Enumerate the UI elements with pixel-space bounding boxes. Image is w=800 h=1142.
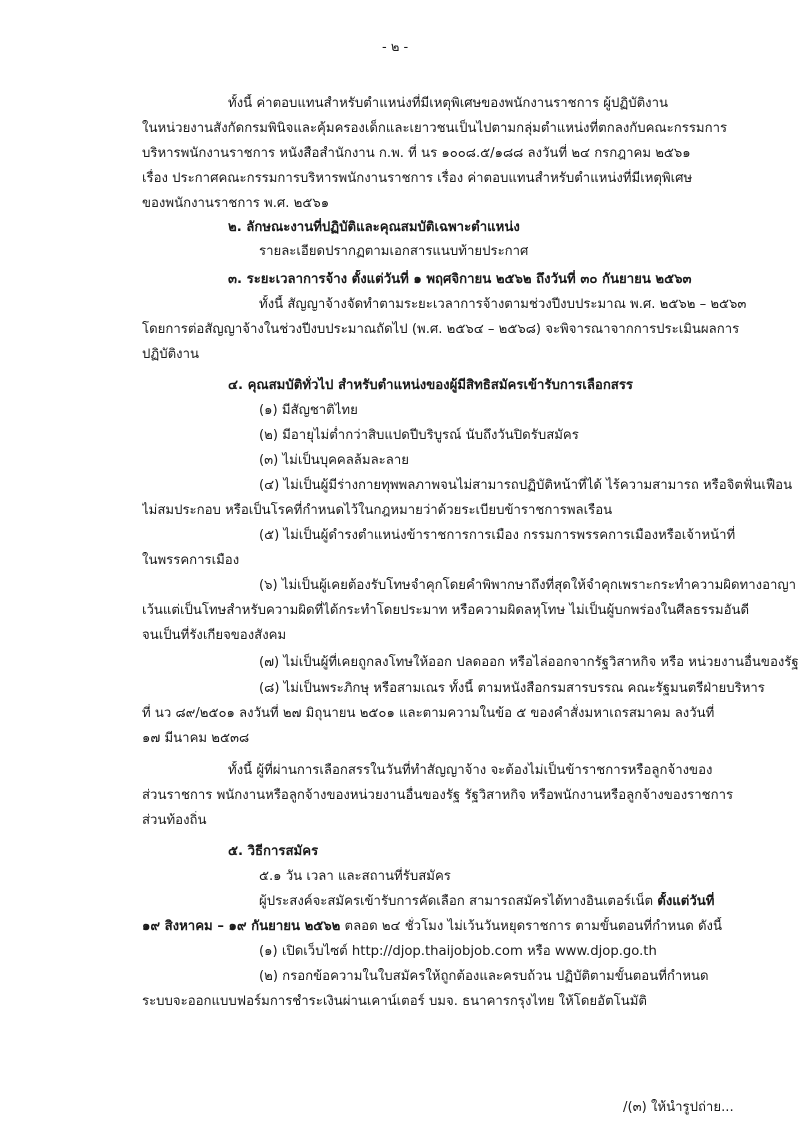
paragraph-line: บริหารพนักงานราชการ หนังสือสำนักงาน ก.พ. ที่ นร ๑๐๐๘.๕/๑๘๘ ลงวันที่ ๒๔ กรกฎาคม ๒๕๖๑ [142,146,691,161]
list-item: (๕) ไม่เป็นผู้ดำรงตำแหน่งข้าราชการการเมือง กรรมการพรรคการเมืองหรือเจ้าหน้าที่ [259,528,736,543]
paragraph-line: ส่วนท้องถิ่น [142,813,207,828]
paragraph-line: ในหน่วยงานสังกัดกรมพินิจและคุ้มครองเด็กและเยาวชนเป็นไปตามกลุ่มตำแหน่งที่ตกลงกับคณะกรรมการ [142,121,728,136]
list-item-continued: จนเป็นที่รังเกียจของสังคม [142,628,287,643]
list-item: (๔) ไม่เป็นผู้มีร่างกายทุพพลภาพจนไม่สามารถปฏิบัติหน้าที่ได้ ไร้ความสามารถ หรือจิตฟั่นเฟือน [259,478,793,493]
paragraph-line [142,917,722,937]
list-item: (๖) ไม่เป็นผู้เคยต้องรับโทษจำคุกโดยคำพิพากษาถึงที่สุดให้จำคุกเพราะกระทำความผิดทางอาญา [259,578,797,593]
date-range-text: ตั้งแต่วันที่ [657,894,715,909]
list-item: (๑) มีสัญชาติไทย [259,403,358,418]
list-item-continued: ที่ นว ๘๙/๒๕๐๑ ลงวันที่ ๒๗ มิถุนายน ๒๕๐๑ และตามความในข้อ ๕ ของคำสั่งมหาเถรสมาคม ลงวันที่ [142,706,715,721]
subsection-heading: ๕.๑ วัน เวลา และสถานที่รับสมัคร [259,869,451,884]
paragraph-line: ทั้งนี้ ค่าตอบแทนสำหรับตำแหน่งที่มีเหตุพิเศษของพนักงานราชการ ผู้ปฏิบัติงาน [228,96,669,111]
paragraph-text: ตลอด ๒๔ ชั่วโมง ไม่เว้นวันหยุดราชการ ตามขั้นตอนที่กำหนด ดังนี้ [340,919,722,934]
list-item: (๘) ไม่เป็นพระภิกษุ หรือสามเณร ทั้งนี้ ตามหนังสือกรมสารบรรณ คณะรัฐมนตรีฝ่ายบริหาร [259,681,765,696]
list-item: (๒) กรอกข้อความในใบสมัครให้ถูกต้องและครบถ้วน ปฏิบัติตามขั้นตอนที่กำหนด [259,969,709,984]
paragraph-line: เรื่อง ประกาศคณะกรรมการบริหารพนักงานราชการ เรื่อง ค่าตอบแทนสำหรับตำแหน่งที่มีเหตุพิเศษ [142,171,693,186]
paragraph-line: ทั้งนี้ ผู้ที่ผ่านการเลือกสรรในวันที่ทำสัญญาจ้าง จะต้องไม่เป็นข้าราชการหรือลูกจ้างของ [228,763,713,778]
paragraph-line: รายละเอียดปรากฏตามเอกสารแนบท้ายประกาศ [259,244,529,259]
paragraph-line: ทั้งนี้ สัญญาจ้างจัดทำตามระยะเวลาการจ้างตามช่วงปีงบประมาณ พ.ศ. ๒๕๖๒ – ๒๕๖๓ [259,297,747,312]
section-heading: ๕. วิธีการสมัคร [228,844,319,859]
section-heading: ๔. คุณสมบัติทั่วไป สำหรับตำแหน่งของผู้มีสิทธิสมัครเข้ารับการเลือกสรร [228,378,634,393]
list-item: (๑) เปิดเว็บไซต์ http://djop.thaijobjob.com หรือ www.djop.go.th [259,944,657,959]
paragraph-text: ผู้ประสงค์จะสมัครเข้ารับการคัดเลือก สามารถสมัครได้ทางอินเตอร์เน็ต [259,894,658,909]
section-heading: ๒. ลักษณะงานที่ปฏิบัติและคุณสมบัติเฉพาะตำแหน่ง [228,220,520,235]
list-item-continued: ไม่สมประกอบ หรือเป็นโรคที่กำหนดไว้ในกฎหมายว่าด้วยระเบียบข้าราชการพลเรือน [142,503,613,518]
list-item: (๗) ไม่เป็นผู้ที่เคยถูกลงโทษให้ออก ปลดออก หรือไล่ออกจากรัฐวิสาหกิจ หรือ หน่วยงานอื่นของรัฐ [259,655,799,670]
page-number: - ๒ - [382,40,409,55]
list-item-continued: เว้นแต่เป็นโทษสำหรับความผิดที่ได้กระทำโดยประมาท หรือความผิดลหุโทษ ไม่เป็นผู้บกพร่องในศีลธรรมอันดี [142,603,750,618]
continuation-marker: /(๓) ให้นำรูปถ่าย... [623,1100,734,1115]
list-item-continued: ๑๗ มีนาคม ๒๕๓๘ [142,731,250,746]
list-item-continued: ในพรรคการเมือง [142,553,240,568]
section-heading: ๓. ระยะเวลาการจ้าง ตั้งแต่วันที่ ๑ พฤศจิกายน ๒๕๖๒ ถึงวันที่ ๓๐ กันยายน ๒๕๖๓ [228,272,692,287]
paragraph-line: ปฏิบัติงาน [142,347,200,362]
paragraph-line [259,892,714,912]
list-item-continued: ระบบจะออกแบบฟอร์มการชำระเงินผ่านเคาน์เตอร์ บมจ. ธนาคารกรุงไทย ให้โดยอัตโนมัติ [142,994,647,1009]
paragraph-line: โดยการต่อสัญญาจ้างในช่วงปีงบประมาณถัดไป (พ.ศ. ๒๕๖๔ – ๒๕๖๘) จะพิจารณาจากการประเมินผลการ [142,322,740,337]
list-item: (๓) ไม่เป็นบุคคลล้มละลาย [259,453,409,468]
paragraph-line: ของพนักงานราชการ พ.ศ. ๒๕๖๑ [142,196,330,211]
list-item: (๒) มีอายุไม่ต่ำกว่าสิบแปดปีบริบูรณ์ นับถึงวันปิดรับสมัคร [259,428,579,443]
date-range-text: ๑๙ สิงหาคม – ๑๙ กันยายน ๒๕๖๒ [142,919,341,934]
paragraph-line: ส่วนราชการ พนักงานหรือลูกจ้างของหน่วยงานอื่นของรัฐ รัฐวิสาหกิจ หรือพนักงานหรือลูกจ้างของราชการ [142,788,734,803]
